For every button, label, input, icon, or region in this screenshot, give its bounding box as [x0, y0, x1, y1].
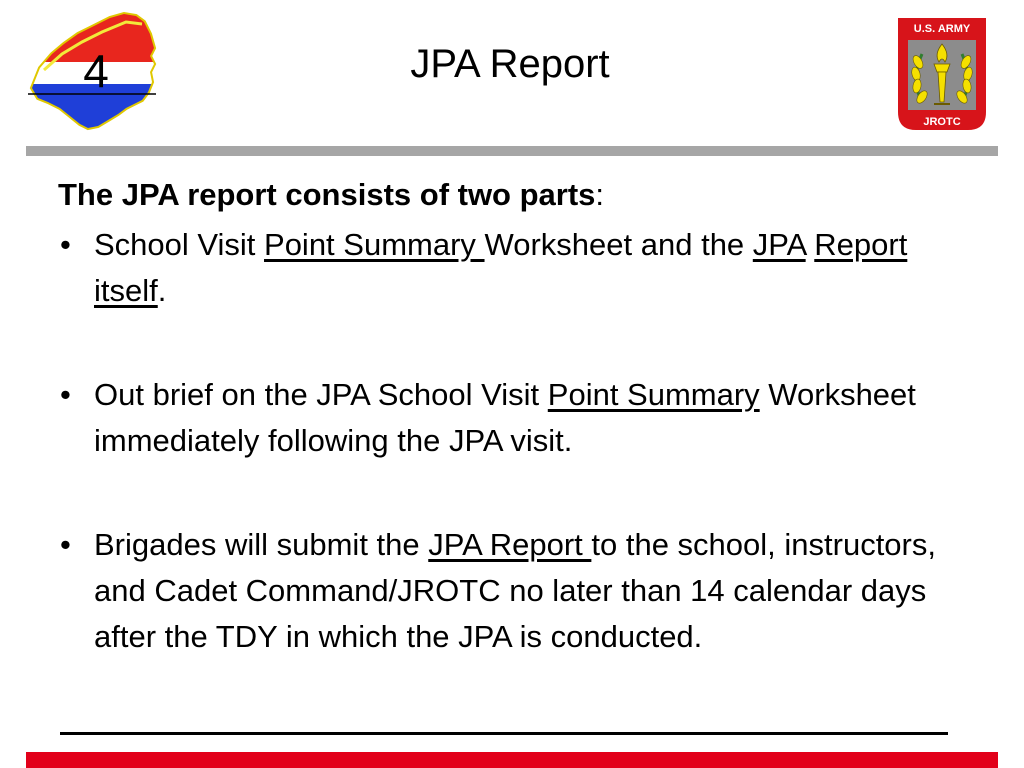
underlined-text: Report itself: [94, 227, 908, 308]
underlined-text: JPA Report: [428, 527, 592, 562]
army-jrotc-badge: [892, 14, 992, 134]
bullet-glyph: •: [60, 527, 71, 562]
bullet-list: [58, 222, 978, 660]
header-divider: [26, 146, 998, 156]
torch-badge-icon: [892, 14, 992, 134]
intro-colon: :: [595, 177, 605, 212]
intro-text: [58, 176, 978, 214]
bullet-text: School Visit: [94, 227, 265, 262]
slide-body: [58, 176, 978, 660]
bottom-divider: [60, 732, 948, 735]
list-item: [58, 222, 978, 314]
slide-number: 4: [83, 45, 109, 97]
page-title: JPA Report: [410, 42, 610, 86]
bullet-text: [806, 227, 815, 262]
bullet-text: Out brief on the JPA School Visit: [94, 377, 548, 412]
bullet-text: Worksheet and the: [484, 227, 753, 262]
footer-band: [26, 752, 998, 768]
bullet-text: Brigades will submit the: [94, 527, 429, 562]
intro-bold: The JPA report consists of two parts: [58, 177, 596, 212]
badge-top-text: U.S. ARMY: [913, 23, 971, 35]
bullet-glyph: •: [60, 377, 71, 412]
underlined-text: Point Summary: [547, 377, 760, 412]
bullet-text: .: [157, 273, 167, 308]
list-item: [58, 522, 978, 660]
badge-bottom-text: JROTC: [923, 116, 961, 128]
bullet-text: Worksheet immediately following the JPA visit.: [94, 377, 916, 458]
underlined-text: JPA: [752, 227, 806, 262]
bullet-text: to the school, instructors, and Cadet Command/JROTC no later than 14 calendar days after the TDY in which the JPA is conducted.: [94, 527, 936, 654]
list-item: [58, 372, 978, 464]
bullet-glyph: •: [60, 227, 71, 262]
underlined-text: Point Summary: [264, 227, 485, 262]
